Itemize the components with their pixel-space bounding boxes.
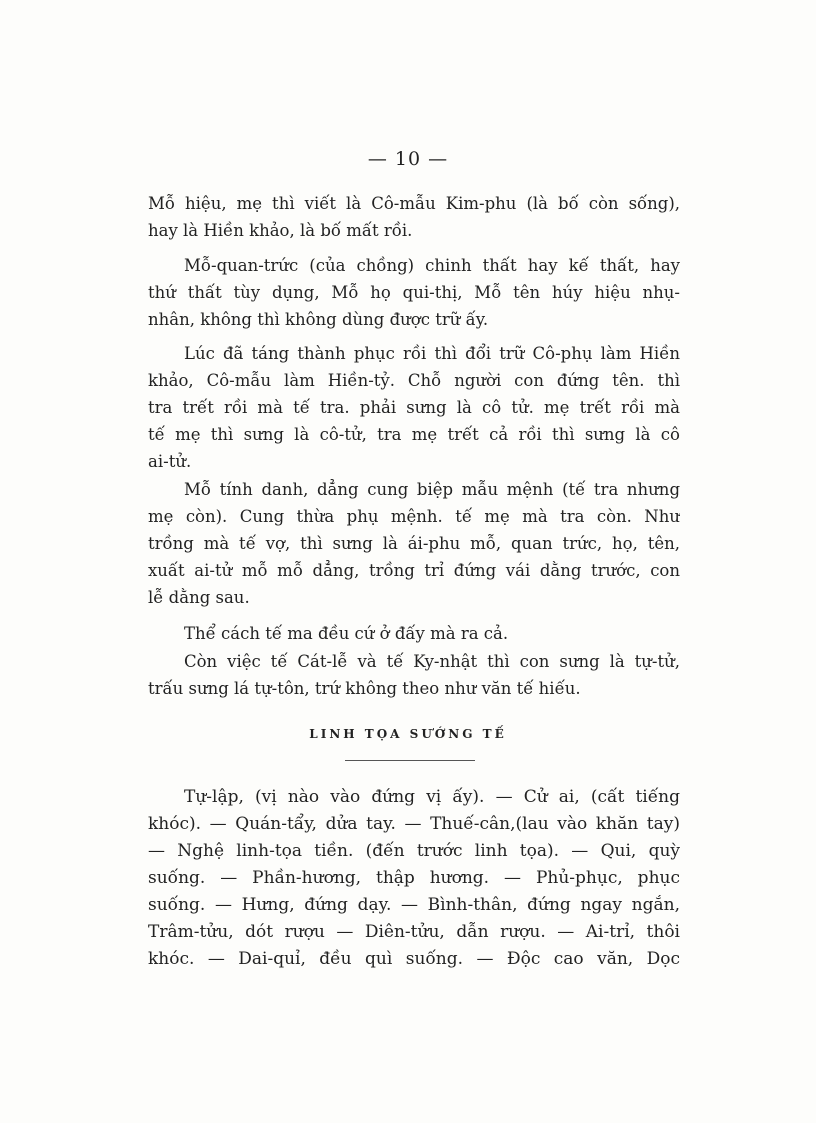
text-line: Tự-lập, (vị nào vào đứng vị ấy). — Cử ai, (cất tiếng <box>184 787 680 807</box>
paragraph-3 <box>148 340 680 475</box>
paragraph-5 <box>148 620 680 647</box>
ritual-steps-paragraph <box>148 784 680 973</box>
paragraph-6 <box>148 648 680 702</box>
text-line: lễ dằng sau. <box>148 588 250 607</box>
text-line: — Nghệ linh-tọa tiền. (đến trước linh tọa). — Qui, quỳ <box>148 841 680 861</box>
text-line: Mỗ hiệu, mẹ thì viết là Cô-mẫu Kim-phu (là bố còn sống), <box>148 194 680 213</box>
paragraph-2 <box>148 252 680 333</box>
page-number: — 10 — <box>367 148 449 170</box>
text-line: Lúc đã táng thành phục rồi thì đổi trữ Cô-phụ làm Hiền <box>184 344 680 363</box>
text-line: hay là Hiền khảo, là bố mất rồi. <box>148 221 413 240</box>
section-divider <box>345 760 475 761</box>
text-line: trồng mà tế vợ, thì sưng là ái-phu mỗ, quan trức, họ, tên, <box>148 534 680 553</box>
text-line: xuất ai-tử mỗ mỗ dẳng, trồng trỉ đứng vái dằng trước, con <box>148 561 680 580</box>
paragraph-4 <box>148 476 680 611</box>
text-line: thứ thất tùy dụng, Mỗ họ qui-thị, Mỗ tên húy hiệu nhụ- <box>148 283 680 302</box>
text-line: ai-tử. <box>148 452 192 471</box>
text-line: tra trết rồi mà tế tra. phải sưng là cô tử. mẹ trết rồi mà <box>148 398 680 417</box>
text-line: khóc). — Quán-tẩy, dửa tay. — Thuế-cân,(lau vào khăn tay) <box>148 814 680 834</box>
paragraph-1 <box>148 190 680 244</box>
text-line: Mỗ tính danh, dẳng cung biệp mẫu mệnh (tế tra nhưng <box>184 480 680 499</box>
text-line: nhân, không thì không dùng được trữ ấy. <box>148 310 489 329</box>
text-line: Thể cách tế ma đều cứ ở đấy mà ra cả. <box>184 624 509 643</box>
text-line: khảo, Cô-mẫu làm Hiền-tỷ. Chỗ người con đứng tên. thì <box>148 371 680 390</box>
text-line: mẹ còn). Cung thừa phụ mệnh. tế mẹ mà tra còn. Như <box>148 507 680 526</box>
text-line: Trâm-tửu, dót rượu — Diên-tửu, dẫn rượu. — Ai-trỉ, thôi <box>148 922 680 942</box>
text-line: tế mẹ thì sưng là cô-tử, tra mẹ trết cả rồi thì sưng là cô <box>148 425 680 444</box>
text-line: khóc. — Dai-quỉ, đều quì suống. — Độc cao văn, Dọc <box>148 949 680 969</box>
text-line: trấu sưng lá tự-tôn, trứ không theo như văn tế hiếu. <box>148 679 581 698</box>
text-line: suống. — Hưng, đứng dạy. — Bình-thân, đứng ngay ngắn, <box>148 895 680 915</box>
text-line: Còn việc tế Cát-lễ và tế Ky-nhật thì con sưng là tự-tử, <box>184 652 680 671</box>
text-line: suống. — Phần-hương, thập hương. — Phủ-phục, phục <box>148 868 680 888</box>
text-line: Mỗ-quan-trức (của chồng) chinh thất hay kế thất, hay <box>184 256 680 275</box>
section-title: LINH TỌA SƯỚNG TẾ <box>309 727 507 741</box>
